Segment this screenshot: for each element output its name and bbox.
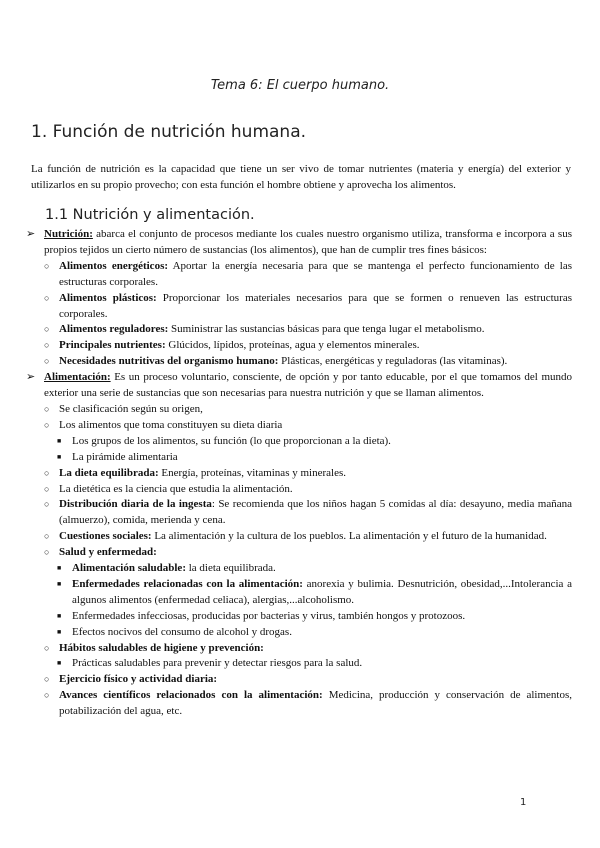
circle-bullet-icon: ○	[44, 403, 50, 414]
arrow-bullet-icon: ➢	[26, 228, 36, 240]
page-number: 1	[520, 797, 527, 808]
circle-bullet-icon: ○	[44, 260, 50, 271]
list-item	[26, 497, 572, 529]
term-nutricion: Nutrición:	[44, 228, 93, 240]
sub-list-item	[26, 656, 572, 672]
section-heading-1: 1. Función de nutrición humana.	[31, 122, 307, 142]
square-bullet-icon: ■	[57, 452, 62, 461]
circle-bullet-icon: ○	[44, 674, 50, 685]
item-text: La alimentación y la cultura de los pueblos. La alimentación y el futuro de la humanidad.	[151, 530, 547, 543]
arrow-bullet-icon: ➢	[26, 371, 36, 384]
item-text: Efectos nocivos del consumo de alcohol y drogas.	[72, 625, 292, 638]
circle-bullet-icon: ○	[44, 642, 50, 653]
item-text: Medicina, producción y conservación de alimentos, potabilización del agua, etc.	[59, 689, 572, 718]
square-bullet-icon: ■	[57, 611, 62, 620]
item-text: La pirámide alimentaria	[72, 450, 178, 463]
sub-list-item	[26, 561, 572, 577]
sub-list-item	[26, 434, 572, 450]
list-item	[26, 641, 572, 657]
list-item	[26, 418, 572, 434]
list-item	[26, 482, 572, 498]
list-item-nutricion	[26, 227, 572, 259]
item-term: Alimentos energéticos:	[59, 259, 169, 272]
item-term: Alimentación saludable:	[72, 562, 186, 575]
item-text: Los alimentos que toma constituyen su dieta diaria	[59, 418, 283, 431]
list-item	[26, 259, 572, 291]
circle-bullet-icon: ○	[44, 531, 50, 542]
circle-bullet-icon: ○	[44, 547, 50, 558]
text-nutricion: abarca el conjunto de procesos mediante los cuales nuestro organismo utiliza, transforma e incorpora a sus propios tejidos un cierto número de sustancias (los alimentos), que han de cumplir tres fines básicos:	[44, 228, 572, 256]
item-term: Distribución diaria de la ingesta	[59, 498, 212, 511]
item-term: Ejercicio físico y actividad diaria:	[59, 673, 218, 686]
item-term: Cuestiones sociales:	[59, 530, 152, 543]
item-text: Plásticas, energéticas y reguladoras (las vitaminas).	[278, 355, 508, 368]
list-item	[26, 354, 572, 370]
square-bullet-icon: ■	[57, 627, 62, 636]
circle-bullet-icon: ○	[44, 483, 50, 494]
sub-list-item	[26, 577, 572, 609]
item-text: : Se recomienda que los niños hagan 5 comidas al día: desayuno, media mañana (almuerzo), comida, merienda y cena.	[59, 498, 572, 527]
text-alimentacion: Es un proceso voluntario, consciente, de opción y por tanto educable, por el que tomamos del mundo exterior una serie de sustancias que son necesarias para nuestra nutrición y que se llaman alimentos.	[44, 371, 572, 400]
item-text: Energía, proteínas, vitaminas y minerales.	[158, 466, 346, 479]
list-item	[26, 529, 572, 545]
item-text: Aportar la energía necesaria para que se mantenga el perfecto funcionamiento de las estructuras corporales.	[59, 259, 572, 288]
list-item	[26, 688, 572, 720]
square-bullet-icon: ■	[57, 564, 62, 573]
term-alimentacion: Alimentación:	[44, 371, 111, 384]
item-text: anorexia y bulimia. Desnutrición, obesidad,...Intolerancia a algunos alimentos (enfermedad celiaca), alergias,...alcoholismo.	[72, 577, 572, 606]
item-text: Proporcionar los materiales necesarios para que se formen o renueven las estructuras corporales.	[59, 291, 572, 320]
item-term: La dieta equilibrada:	[59, 466, 159, 479]
sub-list-item	[26, 609, 572, 625]
list-item	[26, 322, 572, 338]
item-term: Alimentos plásticos:	[59, 291, 157, 304]
circle-bullet-icon: ○	[44, 499, 50, 510]
square-bullet-icon: ■	[57, 659, 62, 668]
item-text: la dieta equilibrada.	[185, 562, 276, 575]
list-item	[26, 466, 572, 482]
item-term: Hábitos saludables de higiene y prevención:	[59, 641, 264, 654]
sub-list-item	[26, 625, 572, 641]
list-item	[26, 672, 572, 688]
circle-bullet-icon: ○	[44, 690, 50, 701]
circle-bullet-icon: ○	[44, 324, 50, 335]
circle-bullet-icon: ○	[44, 419, 50, 430]
item-term: Avances científicos relacionados con la alimentación:	[59, 689, 323, 702]
content-list	[26, 227, 572, 720]
item-text: Los grupos de los alimentos, su función (lo que proporcionan a la dieta).	[72, 434, 391, 447]
circle-bullet-icon: ○	[44, 356, 50, 367]
item-text: Glúcidos, lípidos, proteínas, agua y elementos minerales.	[165, 339, 420, 352]
document-title: Tema 6: El cuerpo humano.	[210, 78, 390, 93]
circle-bullet-icon: ○	[44, 340, 50, 351]
circle-bullet-icon: ○	[44, 467, 50, 478]
list-item	[26, 291, 572, 323]
circle-bullet-icon: ○	[44, 292, 50, 303]
item-term: Enfermedades relacionadas con la alimentación:	[72, 577, 303, 590]
subsection-heading-1-1: 1.1 Nutrición y alimentación.	[45, 207, 255, 223]
sub-list-item	[26, 450, 572, 466]
list-item-alimentacion	[26, 370, 572, 402]
item-term: Necesidades nutritivas del organismo humano:	[59, 355, 279, 368]
item-text: La dietética es la ciencia que estudia la alimentación.	[59, 482, 293, 495]
list-item	[26, 338, 572, 354]
list-item	[26, 545, 572, 561]
section-intro-paragraph: La función de nutrición es la capacidad que tiene un ser vivo de tomar nutrientes (materia y energía) del exterior y utilizarlos en su propio provecho; con esta función el hombre obtiene y aprovecha los alimentos.	[31, 163, 571, 191]
square-bullet-icon: ■	[57, 579, 62, 588]
item-text: Prácticas saludables para prevenir y detectar riesgos para la salud.	[72, 657, 363, 670]
item-term: Alimentos reguladores:	[59, 323, 169, 336]
item-text: Suministrar las sustancias básicas para que tenga lugar el metabolismo.	[168, 323, 485, 336]
item-term: Principales nutrientes:	[59, 339, 166, 352]
item-term: Salud y enfermedad:	[59, 546, 157, 559]
square-bullet-icon: ■	[57, 436, 62, 445]
item-text: Se clasificación según su origen,	[59, 402, 203, 415]
item-text: Enfermedades infecciosas, producidas por bacterias y virus, también hongos y protozoos.	[72, 609, 466, 622]
list-item	[26, 402, 572, 418]
